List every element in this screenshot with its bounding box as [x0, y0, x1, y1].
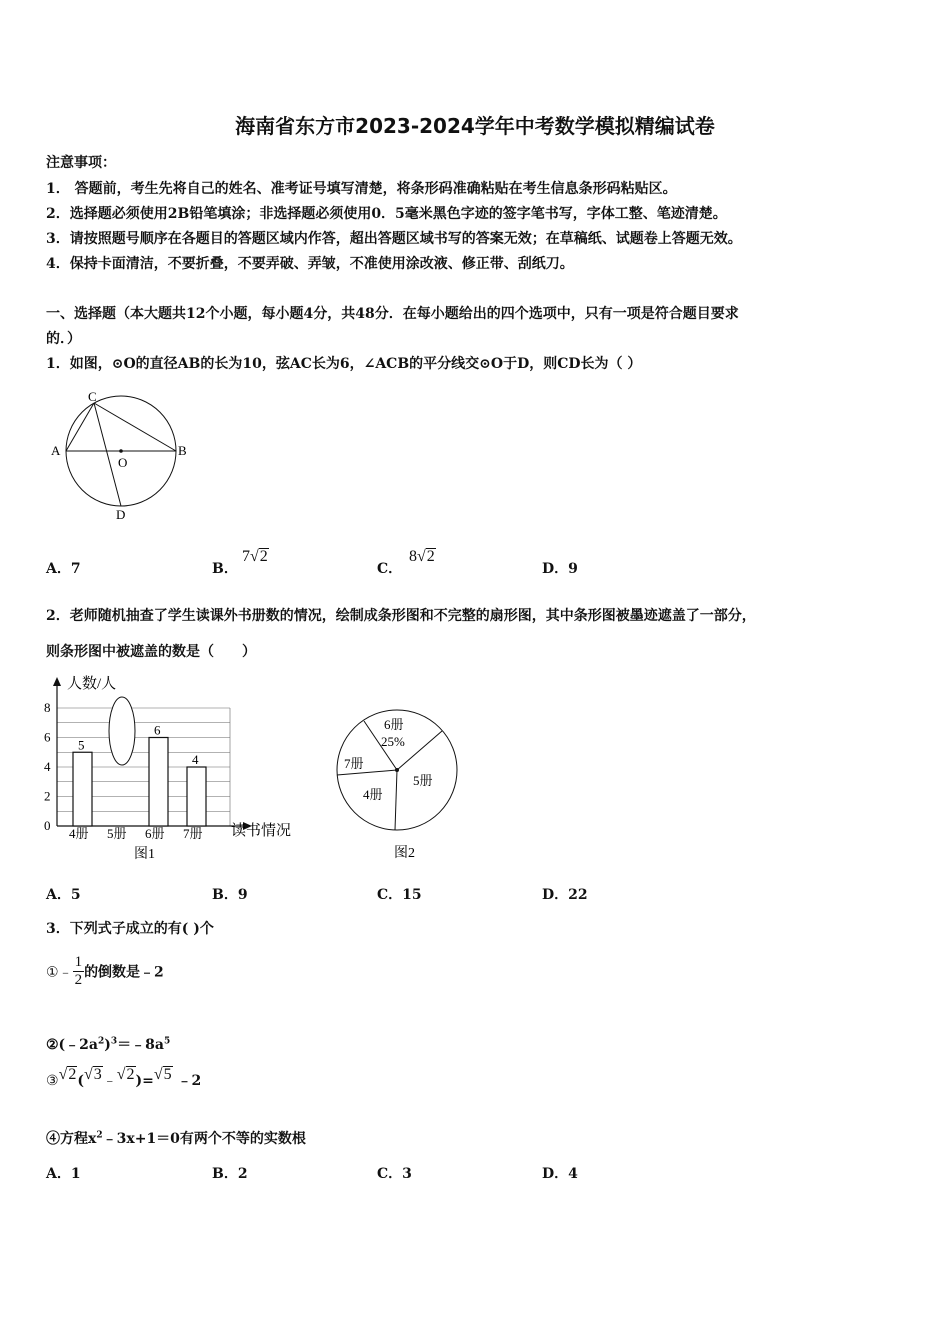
- pie-title: 图2: [394, 846, 415, 861]
- y-tick-label: 4: [44, 759, 51, 774]
- chart-ylabel: 人数/人: [67, 676, 117, 692]
- q1-option-c[interactable]: C．: [377, 561, 403, 577]
- q1-option-b[interactable]: B．: [212, 561, 238, 577]
- pie-label-7: 7册: [344, 756, 364, 771]
- label-o: O: [118, 455, 128, 470]
- q1-option-a[interactable]: A．7: [46, 561, 81, 577]
- pie-label-5: 5册: [413, 773, 433, 788]
- q3-option-b[interactable]: B．2: [212, 1166, 248, 1182]
- note-item-3: 3．请按照题号顺序在各题目的答题区域内作答，超出答题区域书写的答案无效；在草稿纸、试题卷上答题无效。: [46, 231, 742, 247]
- fraction-half: $\frac{1}{2}$: [74, 954, 83, 988]
- center-point: [119, 449, 123, 453]
- y-tick-label: 0: [44, 818, 51, 833]
- q3-option-a[interactable]: A．1: [46, 1166, 81, 1182]
- q2-bar-chart: [40, 672, 310, 867]
- q3-statement-4: ④方程$x^2﹣3x+1=0$有两个不等的实数根: [46, 1130, 306, 1147]
- note-item-1: 1． 答题前，考生先将自己的姓名、准考证号填写清楚，将条形码准确粘贴在考生信息条形码粘贴区。: [46, 181, 677, 197]
- ink-blot: [109, 697, 135, 765]
- label-a: A: [51, 443, 61, 458]
- q3-option-d[interactable]: D．4: [542, 1166, 578, 1182]
- label-b: B: [178, 443, 187, 458]
- chord-cd: [94, 403, 121, 506]
- y-tick-label: 8: [44, 700, 51, 715]
- chord-ac: [66, 403, 94, 451]
- chart-xlabel: 读书情况: [231, 823, 292, 839]
- q3-statement-1: ①﹣ $\frac{1}{2}$ 的倒数是﹣2: [46, 954, 164, 988]
- q3-statement-3: ③√2(√3﹣√2)=√5 ﹣2: [46, 1066, 202, 1089]
- chord-cb: [94, 403, 176, 451]
- bar-value-label: 5: [78, 737, 85, 753]
- category-label: 5册: [107, 826, 127, 841]
- pie-label-6: 6册: [384, 717, 404, 732]
- bar-6册: [149, 738, 168, 827]
- pie-center: [395, 768, 399, 772]
- q2-option-d[interactable]: D．22: [542, 887, 588, 903]
- q1-stem: 1．如图，⊙O的直径AB的长为10，弦AC长为6，∠ACB的平分线交⊙O于D，则CD长为（ ）: [46, 356, 642, 372]
- q2-option-b[interactable]: B．9: [212, 887, 248, 903]
- y-tick-label: 2: [44, 788, 51, 804]
- q3-option-c[interactable]: C．3: [377, 1166, 412, 1182]
- label-c: C: [88, 389, 97, 404]
- bar-value-label: 4: [192, 752, 199, 767]
- q2-option-c[interactable]: C．15: [377, 887, 422, 903]
- bar-7册: [187, 767, 206, 826]
- q2-stem-line2: 则条形图中被遮盖的数是（ ）: [46, 644, 256, 660]
- q3-statement-2: $②(﹣2a^2)^3=﹣8a^5$: [46, 1036, 171, 1053]
- q1-circle-figure: [46, 385, 206, 525]
- pie-label-4: 4册: [363, 787, 383, 802]
- page-title: 海南省东方市2023-2024学年中考数学模拟精编试卷: [235, 114, 715, 138]
- q2-option-a[interactable]: A．5: [46, 887, 81, 903]
- q1-option-d[interactable]: D．9: [542, 561, 578, 577]
- note-item-4: 4．保持卡面清洁，不要折叠，不要弄破、弄皱，不准使用涂改液、修正带、刮纸刀。: [46, 256, 574, 272]
- section-heading-line1: 一、选择题（本大题共12个小题，每小题4分，共48分．在每小题给出的四个选项中，只有一项是符合题目要求: [46, 306, 739, 322]
- q1-option-b-math: 7√2: [242, 548, 268, 565]
- bar-value-label: 6: [154, 722, 161, 738]
- notes-heading: 注意事项：: [46, 155, 116, 171]
- section-heading-line2: 的．）: [46, 331, 81, 347]
- bar-4册: [73, 752, 92, 826]
- q1-option-c-math: 8√2: [409, 548, 435, 565]
- note-item-2: 2．选择题必须使用2B铅笔填涂；非选择题必须使用0．5毫米黑色字迹的签字笔书写，字体工整、笔迹清楚。: [46, 206, 727, 222]
- q3-stem: 3．下列式子成立的有( )个: [46, 921, 214, 937]
- y-axis-arrow: [53, 677, 61, 686]
- chart-title: 图1: [134, 847, 155, 862]
- y-tick-label: 6: [44, 729, 51, 745]
- pie-divider-4: [395, 770, 397, 830]
- category-label: 4册: [69, 826, 89, 841]
- category-label: 7册: [183, 826, 203, 841]
- pie-label-percent: 25%: [381, 734, 405, 749]
- label-d: D: [116, 507, 126, 522]
- q2-stem-line1: 2．老师随机抽查了学生读课外书册数的情况，绘制成条形图和不完整的扇形图，其中条形图被墨迹遮盖了一部分，: [46, 608, 756, 624]
- category-label: 6册: [145, 826, 165, 841]
- q2-pie-chart: [330, 705, 470, 865]
